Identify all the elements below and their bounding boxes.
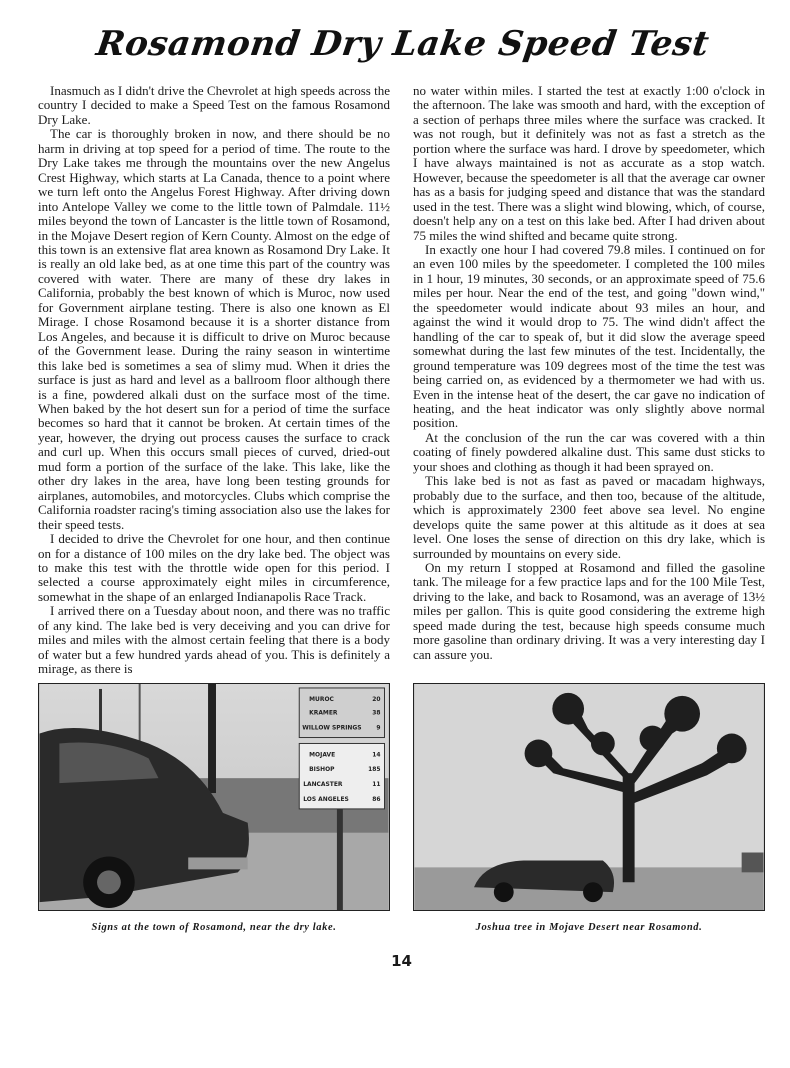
paragraph: In exactly one hour I had covered 79.8 miles. I continued on for an even 100 miles by the speedometer. I completed the 100 miles in 1 hour, 19 minutes, 30 seconds, or an approximate speed of 75.6 miles per hour. Near the end of the test, and going "down wind," the speedometer would indicate about 93 miles an hour, and against the wind it would drop to 75. The wind didn't affect the handling of the car to speak of, but it did slow the average speed somewhat during the last few minutes of the test. Incidentally, the ground temperature was 109 degrees most of the time the test was being carried on, as evidenced by a thermometer we had with us. Even in the intense heat of the desert, the car gave no indication of heating, and the heat indicator was only slightly above normal position. — [413, 241, 765, 431]
sign-text: 14 — [372, 750, 381, 758]
sign-text: 86 — [372, 795, 381, 803]
photo-row — [38, 683, 765, 934]
sign-text: 185 — [368, 765, 381, 773]
sign-text: MOJAVE — [309, 750, 336, 758]
left-text-column — [38, 84, 390, 677]
paragraph: This lake bed is not as fast as paved or macadam highways, probably due to the surface, and then too, because of the altitude, which is approximately 2300 feet above sea level. No engine develops quite the same power at this altitude as it does at sea level. One loses the sense of direction on this dry lake, which is surrounded by mountains on every side. — [413, 473, 765, 561]
paragraph: On my return I stopped at Rosamond and filled the gasoline tank. The mileage for a few practice laps and for the 100 Mile Test, driving to the lake, and back to Rosamond, was an average of 13½ miles per gallon. This is quite good considering the extreme high speed made during the test, because high speeds consume much more gasoline than ordinary driving. It was a very interesting day I can assure you. — [413, 559, 765, 662]
paragraph: I decided to drive the Chevrolet for one hour, and then continue on for a distance of 100 miles on the dry lake bed. The object was to make this test with the throttle wide open for this period. I selected a course approximately eight miles in circumference, somewhat in the shape of an enlarged Indianapolis Race Track. — [38, 531, 390, 604]
sign-text: LOS ANGELES — [303, 795, 349, 803]
sign-text: WILLOW SPRINGS — [302, 724, 362, 732]
sign-text: BISHOP — [309, 765, 335, 773]
photo-joshua-tree — [413, 683, 765, 911]
article-title: Rosamond Dry Lake Speed Test — [93, 24, 712, 64]
paragraph: I arrived there on a Tuesday about noon, and there was no traffic of any kind. The lake bed is very deceiving and you can drive for miles and miles with the almost certain feeling that there is a body of water but a few hundred yards ahead of you. This is definitely a mirage, as there is — [38, 603, 390, 677]
road-sign-upper — [299, 688, 384, 738]
paragraph: The car is thoroughly broken in now, and there should be no harm in driving at top speed for a period of time. The route to the Dry Lake takes me through the mountains over the new Angelus Crest Highway, which starts at La Canada, thence to a point where we turn left onto the Angelus Forest Highway. After driving down into Antelope Valley we come to the little town of Palmdale. 11½ miles beyond the town of Lancaster is the little town of Rosamond, in the Mojave Desert region of Kern County. Almost on the edge of this town is an extensive flat area known as Rosamond Dry Lake. It is really an old lake bed, as at one time this part of the country was covered with water. There are many of these dry lakes in California, probably the best known of which is Muroc, now used for Government airplane testing. There is also one known as El Mirage. I chose Rosamond because it is a shorter distance from Los Angeles, and because it is difficult to drive on Muroc because of the Government lease. During the rainy season in wintertime this lake bed is sometimes a sea of slimy mud. When it dries the surface is just as hard and level as a ballroom floor although there is a fine, powdered alkali dust on the surface most of the time. When baked by the hot desert sun for a period of time the surface becomes so hard that it cannot be broken. At certain times of the year, however, the drying out process causes the surface to crack and curl up. When this occurs small pieces of curved, dried-out mud form a portion of the surface of the lake. This lake, like the other dry lakes in the area, have long been testing grounds for airplanes, automobiles, and motorcycles. Clubs which comprise the California roadster racing's timing association also use the lakes for their speed tests. — [38, 126, 390, 532]
paragraph: Inasmuch as I didn't drive the Chevrolet at high speeds across the country I decided to make a Speed Test on the famous Rosamond Dry Lake. — [38, 83, 390, 127]
sign-text: 38 — [372, 709, 381, 717]
text-columns — [38, 84, 765, 677]
photo-block-left — [38, 683, 390, 934]
photo-caption: Joshua tree in Mojave Desert near Rosamond. — [475, 921, 703, 933]
road-sign-lower — [299, 743, 384, 808]
sign-text: 11 — [372, 780, 381, 788]
photo-block-right — [413, 683, 765, 934]
sign-text: MUROC — [309, 695, 334, 703]
paragraph: At the conclusion of the run the car was covered with a thin coating of finely powdered alkaline dust. This same dust sticks to your shoes and clothing as though it had been sprayed on. — [413, 429, 765, 474]
photo-caption: Signs at the town of Rosamond, near the dry lake. — [91, 921, 337, 933]
paragraph: no water within miles. I started the test at exactly 1:00 o'clock in the afternoon. The lake was smooth and hard, with the exception of a section of perhaps three miles where the surface was cracked. It was not rough, but it definitely was not as fast a stretch as the portion where the surface was hard. I drove by speedometer, which I have always maintained is not as accurate as a stop watch. However, because the speedometer is all that the average car owner has as a basis for judging speed and distance that was the standard used in the test. There was a slight wind blowing, which, of course, doesn't help any on a test on this lake bed. After I had driven about 75 miles the wind shifted and became quite strong. — [413, 83, 765, 243]
right-text-column — [413, 84, 765, 677]
photo-road-signs — [38, 683, 390, 911]
sign-text: 20 — [372, 695, 381, 703]
sign-text: LANCASTER — [303, 780, 343, 788]
sign-text: 9 — [376, 724, 381, 732]
page-number: 14 — [391, 951, 412, 970]
sign-text: KRAMER — [309, 709, 338, 717]
